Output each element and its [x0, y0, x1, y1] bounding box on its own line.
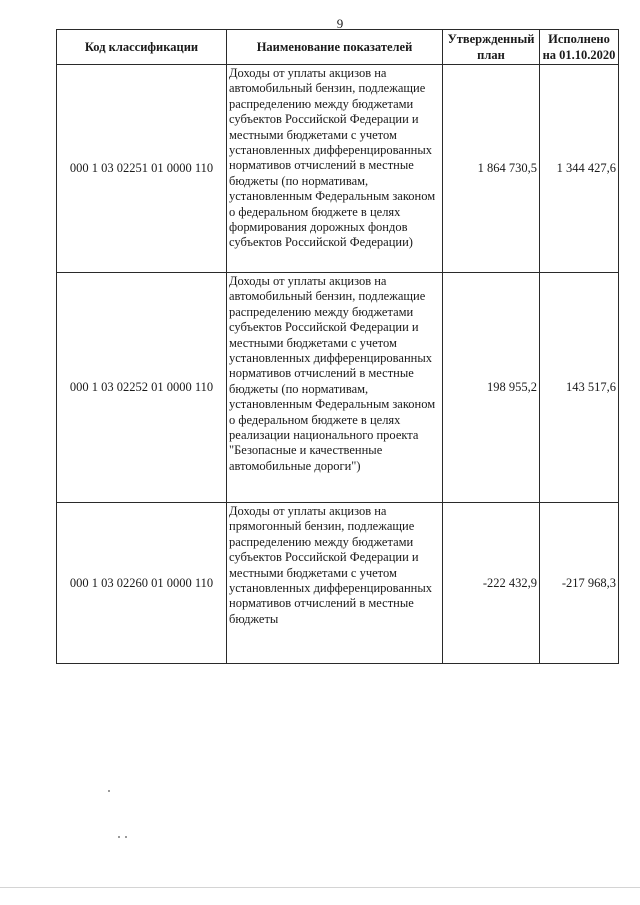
row-executed: -217 968,3: [540, 503, 619, 664]
revenue-table: [56, 29, 619, 664]
page-number: 9: [336, 16, 344, 31]
header-executed-line1: Исполнено: [548, 32, 610, 46]
scan-speck: [118, 836, 120, 838]
scan-speck: [125, 836, 127, 838]
header-plan: [443, 30, 540, 65]
row-plan: -222 432,9: [443, 503, 540, 664]
row-code: 000 1 03 02251 01 0000 110: [57, 65, 227, 273]
header-code: Код классификации: [57, 30, 227, 65]
row-name: Доходы от уплаты акцизов на автомобильный бензин, подлежащие распределению между бюджетами субъектов Российской Федерации и местными бюджетами с учетом установленных дифференцированных нормативов отчислений в местные бюджеты (по нормативам, установленным Федеральным законом о федеральном бюджете в целях формирования дорожных фондов субъектов Российской Федерации): [227, 65, 443, 273]
header-executed: [540, 30, 619, 65]
scan-speck: [108, 790, 110, 792]
row-name: Доходы от уплаты акцизов на автомобильный бензин, подлежащие распределению между бюджетами субъектов Российской Федерации и местными бюджетами с учетом установленных дифференцированных нормативов отчислений в местные бюджеты (по нормативам, установленным Федеральным законом о федеральном бюджете в целях реализации национального проекта "Безопасные и качественные автомобильные дороги"): [227, 273, 443, 503]
row-code: 000 1 03 02260 01 0000 110: [57, 503, 227, 664]
row-name: Доходы от уплаты акцизов на прямогонный бензин, подлежащие распределению между бюджетами субъектов Российской Федерации и местными бюджетами с учетом установленных дифференцированных нормативов отчислений в местные бюджеты: [227, 503, 443, 664]
row-plan: 1 864 730,5: [443, 65, 540, 273]
table-header-row: [57, 30, 619, 65]
header-plan-line2: план: [477, 48, 505, 62]
row-plan: 198 955,2: [443, 273, 540, 503]
table-row: [57, 65, 619, 273]
row-executed: 1 344 427,6: [540, 65, 619, 273]
table-row: [57, 503, 619, 664]
table-row: [57, 273, 619, 503]
row-executed: 143 517,6: [540, 273, 619, 503]
header-plan-line1: Утвержденный: [447, 32, 535, 46]
header-name: Наименование показателей: [227, 30, 443, 65]
header-executed-line2: на 01.10.2020: [542, 48, 616, 62]
row-code: 000 1 03 02252 01 0000 110: [57, 273, 227, 503]
scan-edge-line: [0, 887, 640, 888]
